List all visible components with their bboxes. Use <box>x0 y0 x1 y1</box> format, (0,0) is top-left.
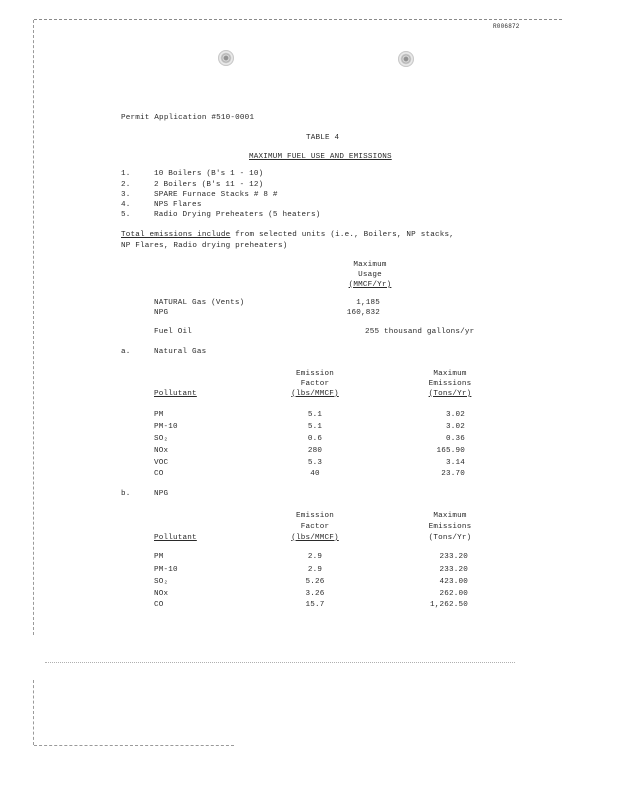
max-emissions: 3.02 <box>445 411 465 419</box>
emission-factor: 5.3 <box>307 459 323 467</box>
emission-factor: 280 <box>307 447 323 455</box>
pollutant: NOx <box>154 590 169 598</box>
document-id: R006872 <box>493 23 520 30</box>
emission-factor: 3.26 <box>305 590 325 598</box>
max-emissions: 0.36 <box>445 435 465 443</box>
col-emissions-2: Emissions <box>428 380 472 388</box>
col-emissions-2: Emissions <box>428 523 472 531</box>
punch-hole-right <box>398 51 414 67</box>
max-emissions: 262.00 <box>439 590 468 598</box>
page-top-edge <box>34 19 562 20</box>
pollutant: PM <box>154 553 164 561</box>
pollutant: CO <box>154 470 164 478</box>
note-underlined: Total emissions include <box>121 231 231 239</box>
usage-row-label: NPG <box>154 309 169 317</box>
source-num: 1. <box>121 170 131 178</box>
source-num: 5. <box>121 211 131 219</box>
col-factor-3: (lbs/MMCF) <box>291 534 339 542</box>
usage-header-2: Usage <box>358 271 382 279</box>
col-emissions-1: Maximum <box>433 370 467 378</box>
source-text: SPARE Furnace Stacks # 8 # <box>154 191 278 199</box>
punch-hole-left <box>218 50 234 66</box>
note-line-1 <box>121 231 454 239</box>
table-label: TABLE 4 <box>306 134 340 142</box>
page-fold-line <box>45 662 515 663</box>
emission-factor: 2.9 <box>307 566 323 574</box>
col-pollutant: Pollutant <box>154 390 197 398</box>
emission-factor: 2.9 <box>307 553 323 561</box>
max-emissions: 233.20 <box>439 553 468 561</box>
pollutant: NOx <box>154 447 169 455</box>
page-left-edge <box>33 20 34 635</box>
col-emissions-3: (Tons/Yr) <box>428 390 472 398</box>
max-emissions: 1,262.50 <box>429 601 468 609</box>
usage-header-1: Maximum <box>353 261 387 269</box>
emission-factor: 5.26 <box>305 578 325 586</box>
emission-factor: 5.1 <box>307 411 323 419</box>
col-factor-1: Emission <box>295 512 335 520</box>
note-rest: from selected units (i.e., Boilers, NP stacks, <box>230 231 455 239</box>
col-pollutant: Pollutant <box>154 534 197 542</box>
pollutant: PM-10 <box>154 423 178 431</box>
max-emissions: 233.20 <box>439 566 468 574</box>
pollutant: SO₂ <box>154 578 169 586</box>
emission-factor: 40 <box>310 470 320 478</box>
col-emissions-3: (Tons/Yr) <box>428 534 472 542</box>
max-emissions: 23.70 <box>441 470 465 478</box>
usage-row-value: 160,832 <box>346 309 380 317</box>
page-bottom-edge <box>34 745 234 746</box>
pollutant: VOC <box>154 459 169 467</box>
section-b-title: NPG <box>154 490 169 498</box>
max-emissions: 165.90 <box>436 447 465 455</box>
table-title: MAXIMUM FUEL USE AND EMISSIONS <box>249 153 392 161</box>
source-num: 3. <box>121 191 131 199</box>
section-a-title: Natural Gas <box>154 348 207 356</box>
permit-application-title: Permit Application #510-0001 <box>121 114 255 122</box>
max-emissions: 3.14 <box>445 459 465 467</box>
pollutant: CO <box>154 601 164 609</box>
source-text: 10 Boilers (B's 1 - 10) <box>154 170 264 178</box>
col-factor-2: Factor <box>300 523 330 531</box>
col-factor-1: Emission <box>295 370 335 378</box>
col-emissions-1: Maximum <box>433 512 467 520</box>
source-text: Radio Drying Preheaters (5 heaters) <box>154 211 321 219</box>
emission-factor: 5.1 <box>307 423 323 431</box>
page-left-edge-lower <box>33 680 34 745</box>
section-b-num: b. <box>121 490 131 498</box>
source-text: NPS Flares <box>154 201 202 209</box>
col-factor-3: (lbs/MMCF) <box>291 390 339 398</box>
pollutant: PM <box>154 411 164 419</box>
usage-header-3: (MMCF/Yr) <box>348 281 392 289</box>
emission-factor: 0.6 <box>307 435 323 443</box>
section-a-num: a. <box>121 348 131 356</box>
source-text: 2 Boilers (B's 11 - 12) <box>154 181 264 189</box>
note-line-2: NP Flares, Radio drying preheaters) <box>121 242 288 250</box>
fuel-oil-value: 255 thousand gallons/yr <box>365 328 475 336</box>
max-emissions: 3.02 <box>445 423 465 431</box>
fuel-oil-label: Fuel Oil <box>154 328 193 336</box>
pollutant: PM-10 <box>154 566 178 574</box>
source-num: 2. <box>121 181 131 189</box>
pollutant: SO₂ <box>154 435 169 443</box>
source-num: 4. <box>121 201 131 209</box>
max-emissions: 423.00 <box>439 578 468 586</box>
col-factor-2: Factor <box>300 380 330 388</box>
emission-factor: 15.7 <box>305 601 325 609</box>
usage-row-value: 1,185 <box>356 299 380 307</box>
usage-row-label: NATURAL Gas (Vents) <box>154 299 245 307</box>
